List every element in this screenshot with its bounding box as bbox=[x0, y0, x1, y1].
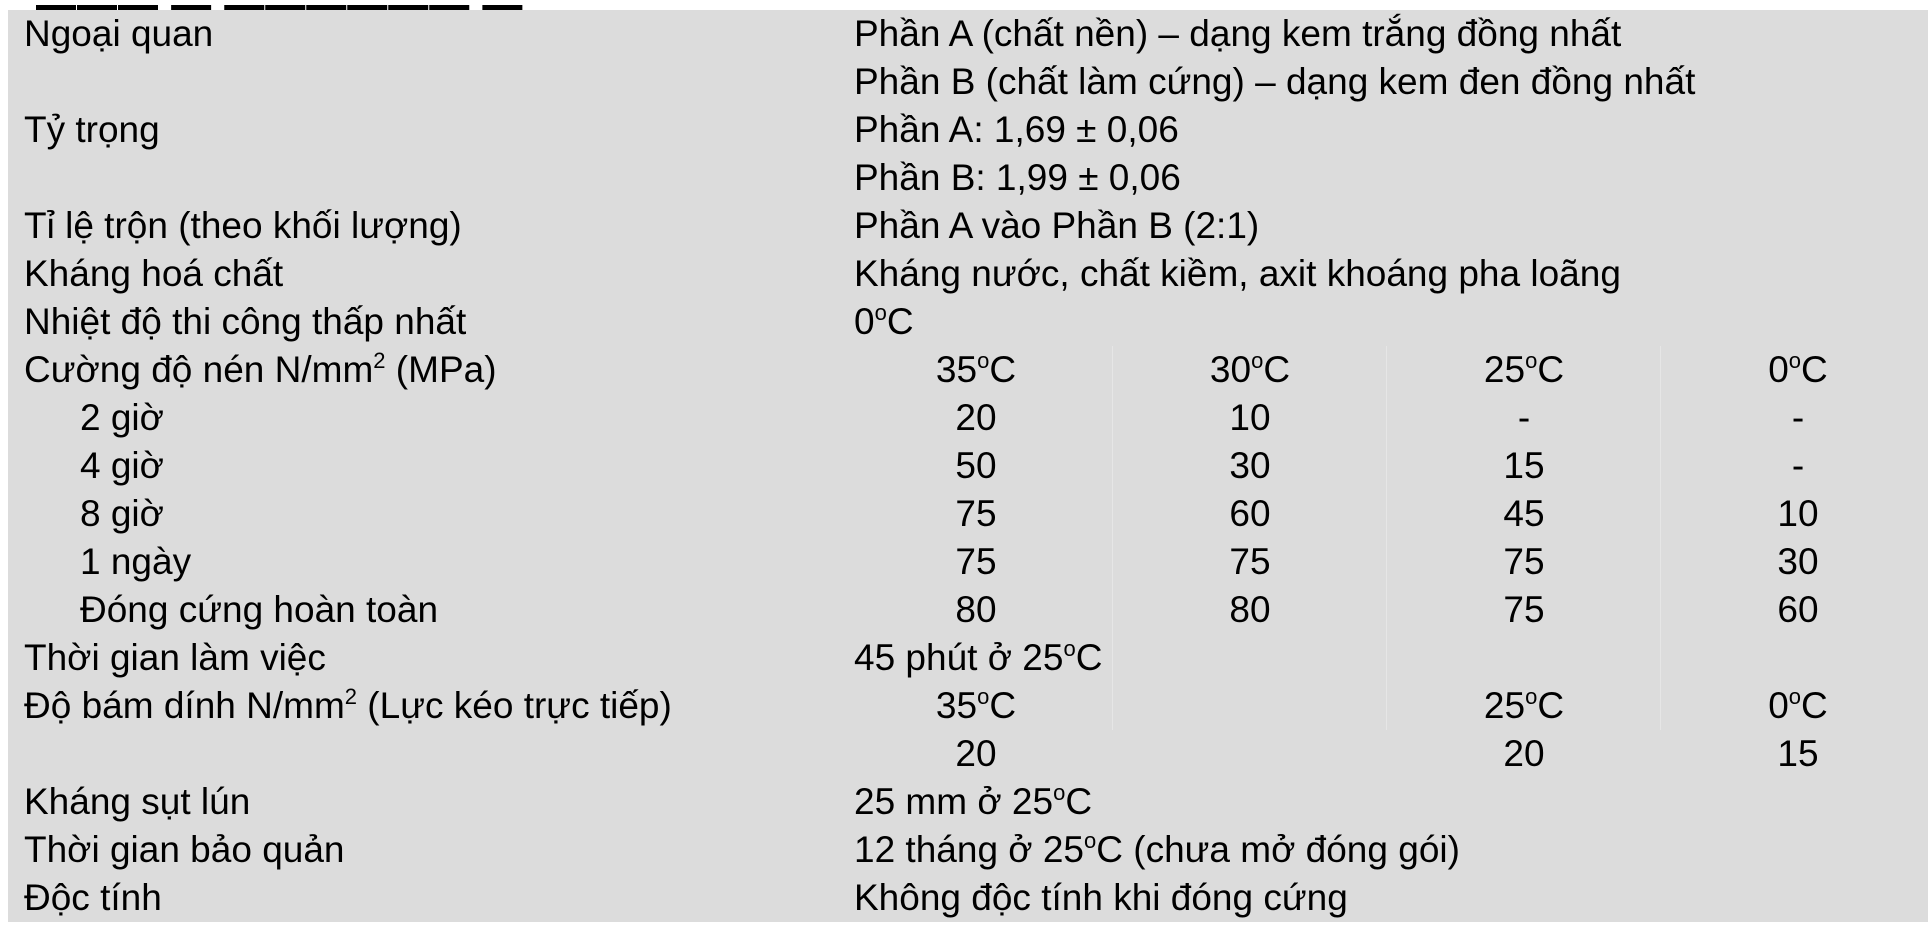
strength-value: - bbox=[1517, 397, 1531, 438]
property-value: Phần A: 1,69 ± 0,06 bbox=[854, 109, 1179, 150]
strength-value: 50 bbox=[955, 445, 997, 486]
strength-value: 80 bbox=[1229, 589, 1271, 630]
table-row-mix-ratio bbox=[8, 202, 1928, 250]
table-row-working-time bbox=[8, 634, 1928, 682]
strength-value: 10 bbox=[1229, 397, 1271, 438]
property-label: 1 ngày bbox=[80, 541, 192, 582]
property-label: Cường độ nén $N/mm^2$ (MPa) bbox=[24, 348, 497, 390]
strength-value: 75 bbox=[1503, 589, 1545, 630]
property-label: Độc tính bbox=[24, 877, 162, 918]
property-label: Kháng sụt lún bbox=[24, 781, 251, 822]
strength-value: 75 bbox=[955, 541, 997, 582]
table-row-8h bbox=[8, 490, 1928, 538]
temperature-header: 30$^o$C bbox=[1209, 348, 1291, 390]
property-value: Phần A (chất nền) – dạng kem trắng đồng nhất bbox=[854, 13, 1622, 54]
strength-value: 75 bbox=[1503, 541, 1545, 582]
adhesion-value: 20 bbox=[955, 733, 997, 774]
property-value: 25 mm ở 25$^o$C bbox=[854, 780, 1093, 822]
strength-value: 15 bbox=[1503, 445, 1545, 486]
strength-value: 30 bbox=[1229, 445, 1271, 486]
table-row-1day bbox=[8, 538, 1928, 586]
temperature-header: 0$^o$C bbox=[1768, 684, 1828, 726]
table-row-full-cure bbox=[8, 586, 1928, 634]
property-label: Kháng hoá chất bbox=[24, 253, 284, 294]
table-row-adhesion-values bbox=[8, 730, 1928, 778]
strength-value: 60 bbox=[1229, 493, 1271, 534]
strength-value: - bbox=[1791, 397, 1805, 438]
property-value: Không độc tính khi đóng cứng bbox=[854, 877, 1348, 918]
temperature-header: 25$^o$C bbox=[1483, 684, 1565, 726]
table-row-min-application-temp bbox=[8, 298, 1928, 346]
property-label: Đóng cứng hoàn toàn bbox=[80, 589, 439, 630]
temperature-header: 25$^o$C bbox=[1483, 348, 1565, 390]
adhesion-value: 20 bbox=[1503, 733, 1545, 774]
strength-value: 45 bbox=[1503, 493, 1545, 534]
property-label: 4 giờ bbox=[80, 445, 164, 486]
specification-table bbox=[8, 10, 1928, 922]
strength-value: 30 bbox=[1777, 541, 1819, 582]
strength-value: 60 bbox=[1777, 589, 1819, 630]
temperature-header: 0$^o$C bbox=[1768, 348, 1828, 390]
table-row-sag-resistance bbox=[8, 778, 1928, 826]
property-value: 12 tháng ở 25$^o$C (chưa mở đóng gói) bbox=[854, 828, 1460, 870]
strength-value: - bbox=[1791, 445, 1805, 486]
table-row-2h bbox=[8, 394, 1928, 442]
property-label: Nhiệt độ thi công thấp nhất bbox=[24, 301, 467, 342]
property-label: Thời gian làm việc bbox=[24, 637, 326, 678]
table-row-appearance bbox=[8, 10, 1928, 58]
table-row-4h bbox=[8, 442, 1928, 490]
table-row-toxicity bbox=[8, 874, 1928, 922]
property-value: Phần B (chất làm cứng) – dạng kem đen đồng nhất bbox=[854, 61, 1696, 102]
table-row-compressive-strength-header bbox=[8, 346, 1928, 394]
temperature-header: 35$^o$C bbox=[935, 348, 1017, 390]
strength-value: 20 bbox=[955, 397, 997, 438]
property-label: 2 giờ bbox=[80, 397, 164, 438]
table-row-adhesion-header bbox=[8, 682, 1928, 730]
property-label: Độ bám dính $N/mm^2$ (Lực kéo trực tiếp) bbox=[24, 684, 672, 726]
strength-value: 75 bbox=[955, 493, 997, 534]
property-value: Phần B: 1,99 ± 0,06 bbox=[854, 157, 1181, 198]
property-value: 0$^o$C bbox=[854, 300, 914, 342]
property-value: Phần A vào Phần B (2:1) bbox=[854, 205, 1260, 246]
property-label: Ngoại quan bbox=[24, 13, 214, 54]
strength-value: 75 bbox=[1229, 541, 1271, 582]
strength-value: 10 bbox=[1777, 493, 1819, 534]
property-value: Kháng nước, chất kiềm, axit khoáng pha loãng bbox=[854, 253, 1621, 294]
property-label: Tỉ lệ trộn (theo khối lượng) bbox=[24, 205, 462, 246]
strength-value: 80 bbox=[955, 589, 997, 630]
table-row-shelf-life bbox=[8, 826, 1928, 874]
property-label: Thời gian bảo quản bbox=[24, 829, 345, 870]
property-label: Tỷ trọng bbox=[24, 109, 160, 150]
temperature-header: 35$^o$C bbox=[935, 684, 1017, 726]
table-row-appearance-cont bbox=[8, 58, 1928, 106]
table-row-chemical-resistance bbox=[8, 250, 1928, 298]
adhesion-value: 15 bbox=[1777, 733, 1819, 774]
property-label: 8 giờ bbox=[80, 493, 164, 534]
table-row-density-cont bbox=[8, 154, 1928, 202]
table-row-density bbox=[8, 106, 1928, 154]
property-value: 45 phút ở 25$^o$C bbox=[854, 636, 1103, 678]
